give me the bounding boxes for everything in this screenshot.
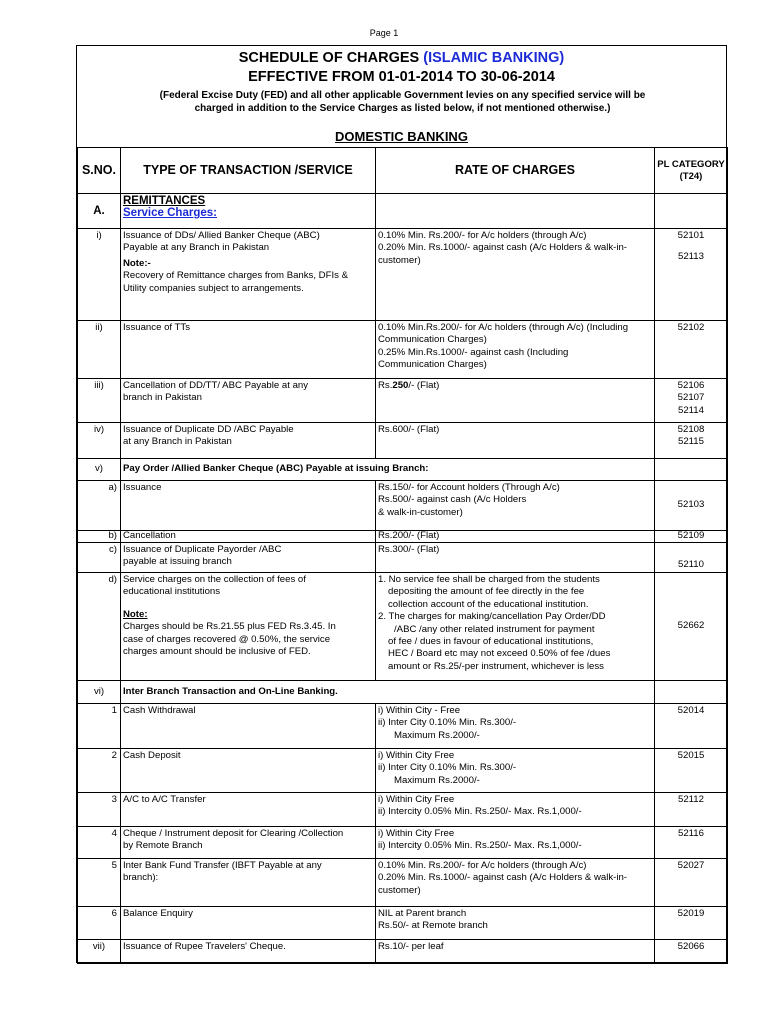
title-highlight: (ISLAMIC BANKING) bbox=[423, 50, 565, 66]
table-row: 6 Balance Enquiry NIL at Parent branch Rs.50/- at Remote branch 52019 bbox=[78, 907, 728, 940]
document-title: SCHEDULE OF CHARGES (ISLAMIC BANKING) bbox=[238, 50, 565, 66]
col-header-sno: S.NO. bbox=[78, 148, 121, 194]
col-header-rate: RATE OF CHARGES bbox=[376, 148, 655, 194]
section-a-row: A. REMITTANCES Service Charges: bbox=[78, 194, 728, 229]
table-row: b) Cancellation Rs.200/- (Flat) 52109 bbox=[78, 531, 728, 543]
table-row: iii) Cancellation of DD/TT/ ABC Payable at any branch in Pakistan Rs.250/- (Flat) 52106 52107 52114 bbox=[78, 379, 728, 423]
col-header-type: TYPE OF TRANSACTION /SERVICE bbox=[121, 148, 376, 194]
schedule-sheet bbox=[76, 45, 727, 963]
table-row: i) Issuance of DDs/ Allied Banker Cheque (ABC) Payable at any Branch in Pakistan Note:- Recovery of Remittance charges from Banks, DFIs & Utility companies subject to arrangements. 0.10% Min. Rs.200/- for A/c holders (through A/c) 0.20% Min. Rs.1000/- against cash (A/c Holders & walk-in- customer) 52101 52113 bbox=[78, 229, 728, 321]
section-heading: DOMESTIC BANKING bbox=[335, 129, 468, 144]
table-header-row bbox=[78, 148, 728, 194]
table-row: d) Service charges on the collection of fees of educational institutions Note: Charges should be Rs.21.55 plus FED Rs.3.45. In case of charges recovered @ 0.50%, the service charges amount should be inclusive of FED. 1. No service fee shall be charged from the students depositing the amount of fee directly in the fee collection account of the educational institution. 2. The charges for making/cancellation Pay Order/DD /ABC /any other related instrument for payment of fee / dues in favour of educational institutions, HEC / Board etc may not exceed 0.50% of fee /dues amount or Rs.25/-per instrument, whichever is less 52662 bbox=[78, 573, 728, 681]
table-row: 4 Cheque / Instrument deposit for Clearing /Collection by Remote Branch i) Within City Free ii) Intercity 0.05% Min. Rs.250/- Max. Rs.1,000/- 52116 bbox=[78, 827, 728, 859]
table-row: ii) Issuance of TTs 0.10% Min.Rs.200/- for A/c holders (through A/c) (Including Communication Charges) 0.25% Min.Rs.1000/- against cash (Including Communication Charges) 52102 bbox=[78, 321, 728, 379]
charges-table bbox=[77, 147, 728, 964]
table-row: 3 A/C to A/C Transfer i) Within City Free ii) Intercity 0.05% Min. Rs.250/- Max. Rs.1,000/- 52112 bbox=[78, 793, 728, 827]
col-header-pl: PL CATEGORY (T24) bbox=[655, 148, 728, 194]
table-row: 5 Inter Bank Fund Transfer (IBFT Payable at any branch): 0.10% Min. Rs.200/- for A/c holders (through A/c) 0.20% Min. Rs.1000/- against cash (A/c Holders & walk-in- customer) 52027 bbox=[78, 859, 728, 907]
subsection-row: v) Pay Order /Allied Banker Cheque (ABC) Payable at issuing Branch: bbox=[78, 459, 728, 481]
fed-note: (Federal Excise Duty (FED) and all other applicable Government levies on any specified service will be charged in addition to the Service Charges as listed below, if not mentioned otherwise.) bbox=[159, 90, 646, 114]
subsection-row: vi) Inter Branch Transaction and On-Line Banking. bbox=[78, 681, 728, 704]
table-row: 2 Cash Deposit i) Within City Free ii) Inter City 0.10% Min. Rs.300/- Maximum Rs.2000/- 52015 bbox=[78, 749, 728, 793]
effective-date: EFFECTIVE FROM 01-01-2014 TO 30-06-2014 bbox=[248, 69, 555, 85]
table-row: c) Issuance of Duplicate Payorder /ABC payable at issuing branch Rs.300/- (Flat) 52110 bbox=[78, 543, 728, 573]
table-row: 1 Cash Withdrawal i) Within City - Free ii) Inter City 0.10% Min. Rs.300/- Maximum Rs.2000/- 52014 bbox=[78, 704, 728, 749]
table-row: vii) Issuance of Rupee Travelers' Cheque. Rs.10/- per leaf 52066 bbox=[78, 940, 728, 964]
table-row: iv) Issuance of Duplicate DD /ABC Payable at any Branch in Pakistan Rs.600/- (Flat) 52108 52115 bbox=[78, 423, 728, 459]
table-row: a) Issuance Rs.150/- for Account holders (Through A/c) Rs.500/- against cash (A/c Holders & walk-in-customer) 52103 bbox=[78, 481, 728, 531]
page-number: Page 1 bbox=[369, 28, 399, 38]
